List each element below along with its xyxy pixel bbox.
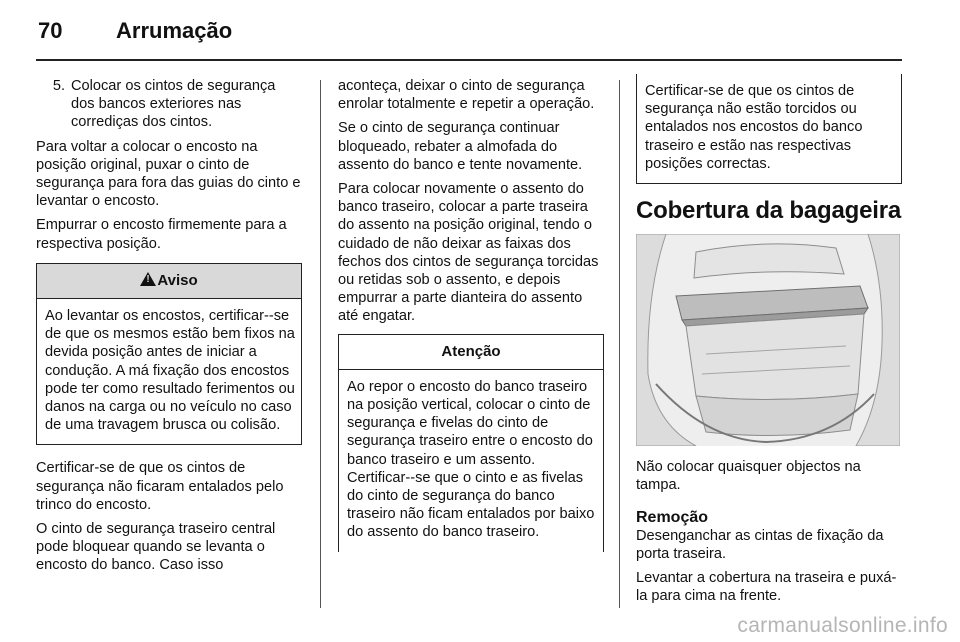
list-item-text: Colocar os cintos de segurança dos bancos exteriores nas corrediças dos cintos. (71, 78, 276, 131)
paragraph: O cinto de segurança traseiro central pode bloquear quando se levanta o encosto do banco. Caso isso (36, 521, 276, 574)
left-column (36, 77, 302, 581)
paragraph: Para colocar novamente o assento do banco traseiro, colocar a parte traseira do assento na posição original, tendo o cuidado de não deixar as faixas dos fechos dos cintos de segurança torcidas ou retidas sob o assento, e depois empurrar a parte dianteira do assento até engatar. (338, 181, 599, 325)
caution-continued-body: Certificar-se de que os cintos de segurança não estão torcidos ou entalados nos encostos do banco traseiro e estão nas respectivas posições correctas. (645, 83, 863, 172)
paragraph: Empurrar o encosto firmemente para a respectiva posição. (36, 217, 287, 252)
caution-body: Ao repor o encosto do banco traseiro na posição vertical, colocar o cinto de segurança e fivelas do cinto de segurança traseiro entre o encosto do banco traseiro e um assento. Certificar--se que o cinto e as fivelas do cinto de segurança do banco traseiro não ficam entalados por baixo do assento do banco traseiro. (347, 378, 595, 541)
car-boot-drawing (636, 234, 900, 446)
paragraph: Levantar a cobertura na traseira e puxá-la para cima na frente. (636, 570, 897, 605)
paragraph: Certificar-se de que os cintos de segurança não ficaram entalados pelo trinco do encosto. (36, 460, 284, 513)
warning-box (36, 263, 302, 446)
page-number: 70 (38, 18, 63, 43)
warning-body: Ao levantar os encostos, certificar--se de que os mesmos estão bem fixos na devida posição antes de iniciar a condução. A má fixação dos encostos pode ter como resultado ferimentos ou danos na carga ou no veículo no caso de uma travagem brusca ou colisão. (45, 308, 295, 434)
warning-header (37, 264, 301, 299)
page-title: Arrumação (116, 18, 233, 43)
caution-box (338, 334, 604, 552)
luggage-cover-illustration (636, 234, 900, 446)
paragraph: Para voltar a colocar o encosto na posição original, puxar o cinto de segurança para fora das guias do cinto e levantar o encosto. (36, 138, 301, 210)
middle-column (338, 77, 604, 552)
list-item-number: 5. (52, 78, 65, 94)
column-divider-left (320, 80, 321, 608)
watermark: carmanualsonline.info (737, 614, 948, 637)
paragraph: Se o cinto de segurança continuar bloqueado, rebater a almofada do assento do banco e tente novamente. (338, 120, 583, 173)
paragraph: Desenganchar as cintas de fixação da porta traseira. (636, 527, 884, 563)
paragraph: aconteça, deixar o cinto de segurança enrolar totalmente e repetir a operação. (338, 78, 595, 113)
right-column (636, 74, 902, 612)
paragraph: Não colocar quaisquer objectos na tampa. (636, 459, 861, 494)
warning-triangle-icon (140, 272, 156, 286)
list-item (36, 77, 302, 132)
caution-title: Atenção (339, 335, 603, 370)
warning-title: Aviso (157, 271, 198, 289)
column-divider-right (619, 80, 620, 608)
header-rule (36, 59, 902, 61)
caution-box-continued (636, 74, 902, 184)
subheading: Remoção (636, 508, 709, 526)
section-title: Cobertura da bagageira (636, 197, 902, 225)
